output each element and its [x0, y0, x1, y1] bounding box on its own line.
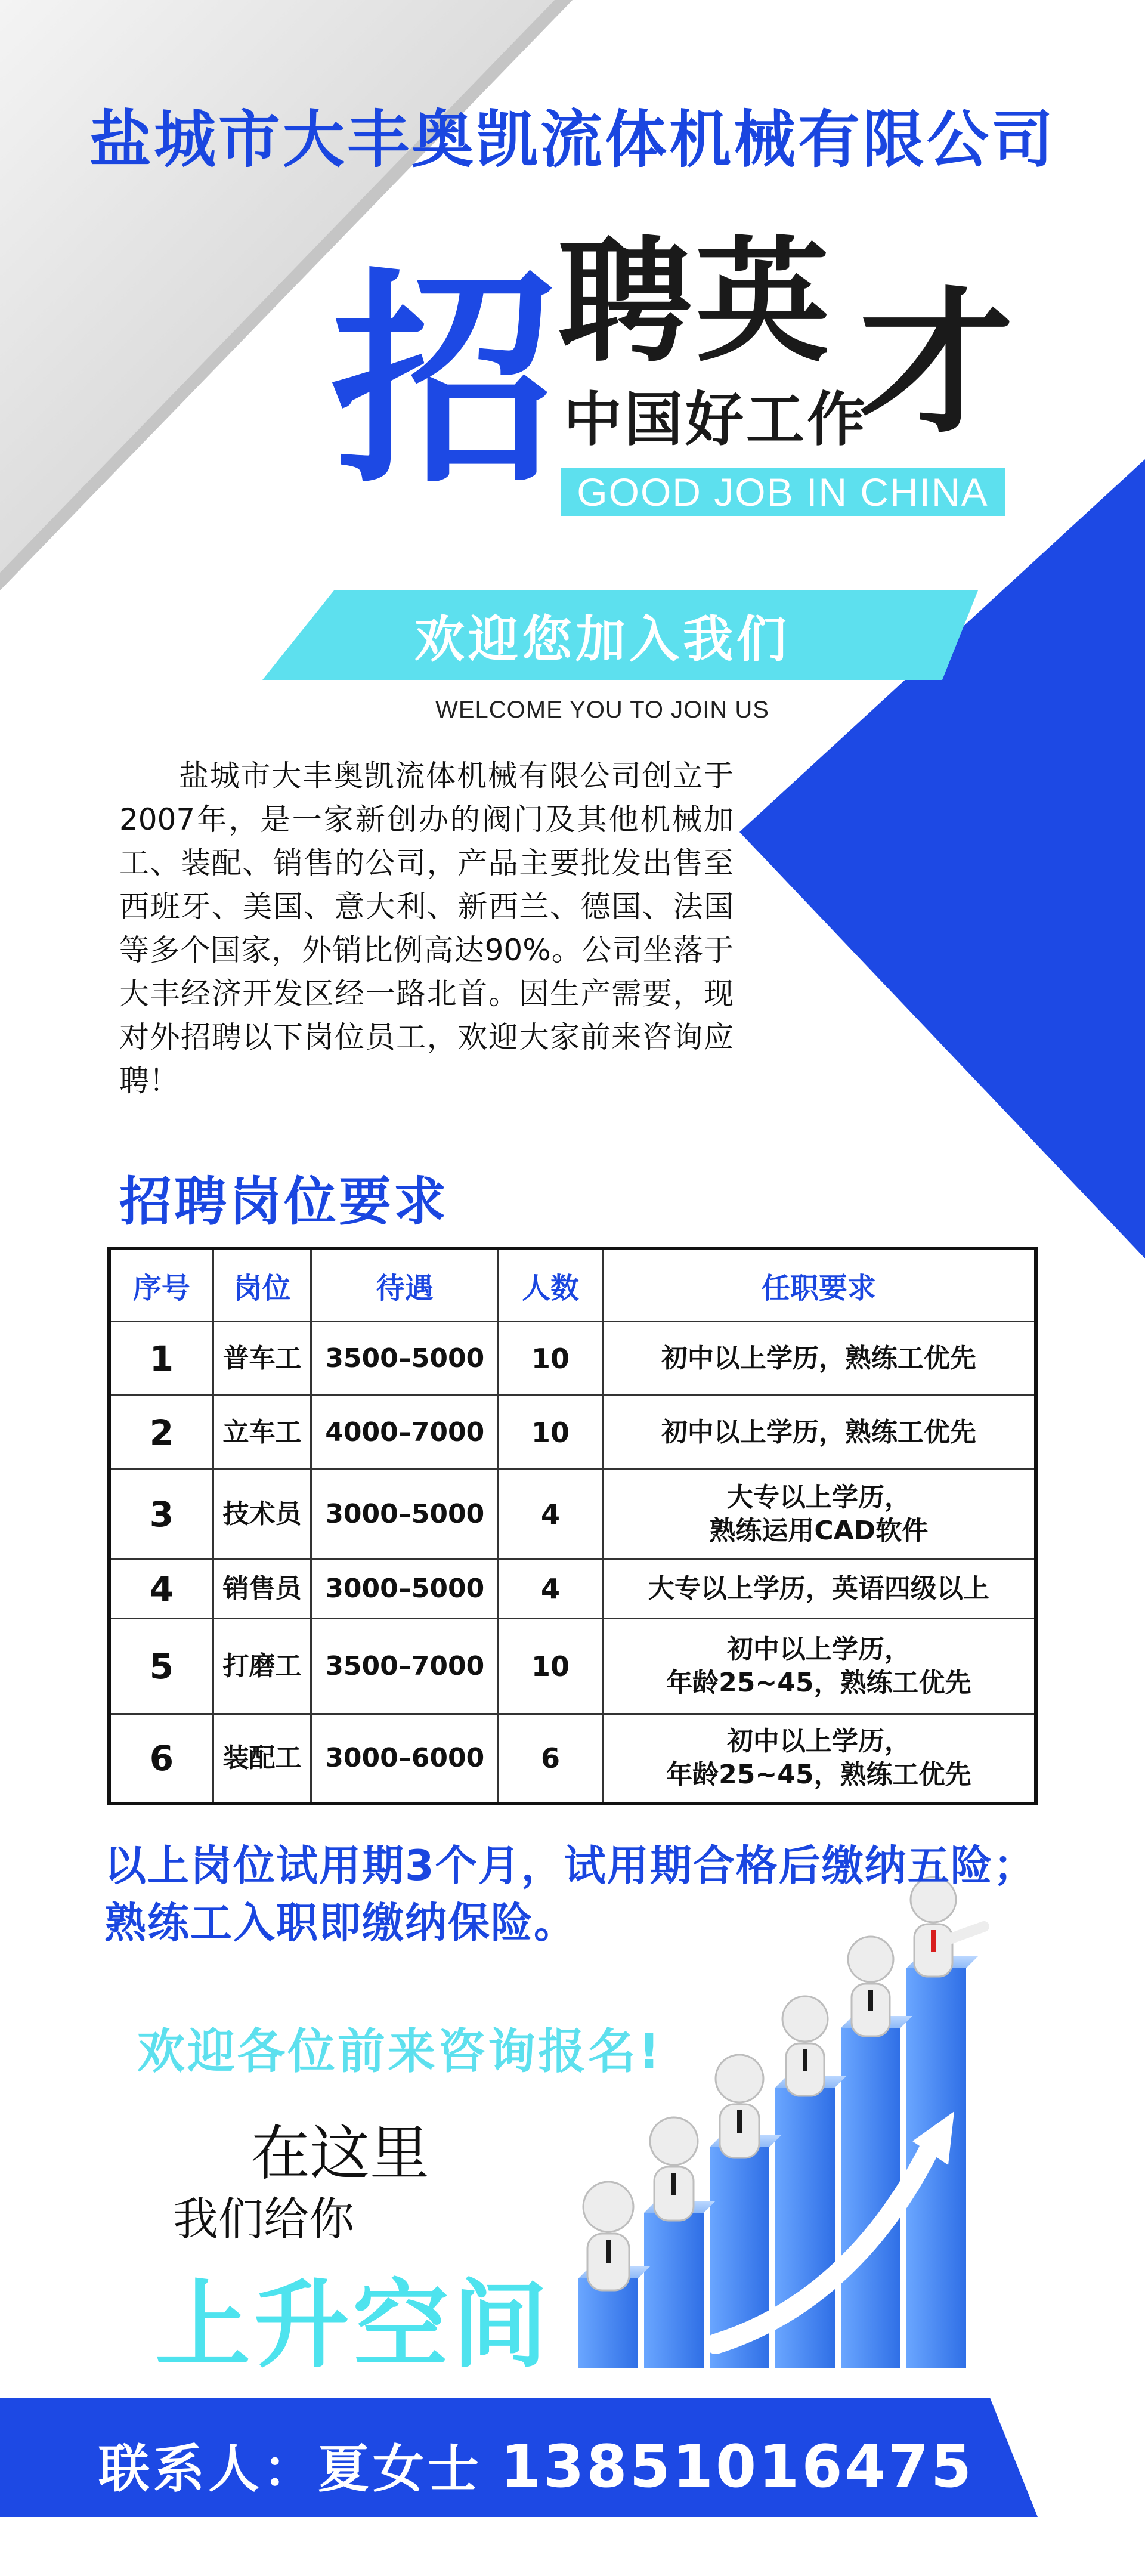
header-count: 人数: [499, 1248, 602, 1322]
row-position: 打磨工: [213, 1619, 311, 1714]
jobs-table: [107, 1247, 1038, 1805]
header-no: 序号: [109, 1248, 213, 1322]
requirement-line: 熟练运用CAD软件: [709, 1515, 929, 1546]
row-no: 6: [109, 1714, 213, 1804]
contact-info: [98, 2427, 974, 2501]
row-no: 3: [109, 1470, 213, 1559]
slogan-cn: 中国好工作: [564, 386, 868, 454]
row-position: 普车工: [213, 1322, 311, 1396]
promo-we-give: 我们给你: [173, 2192, 354, 2246]
row-salary: 3500–5000: [311, 1322, 499, 1396]
row-requirements: [602, 1714, 1036, 1804]
table-row: [109, 1619, 1036, 1714]
table-row: [109, 1714, 1036, 1804]
requirement-line: 初中以上学历，: [726, 1725, 911, 1756]
requirement-line: 初中以上学历，熟练工优先: [661, 1417, 976, 1448]
row-count: 10: [499, 1619, 602, 1714]
jobs-section-title: 招聘岗位要求: [119, 1171, 449, 1232]
row-count: 10: [499, 1322, 602, 1396]
note-line-2: 熟练工入职即缴纳保险。: [104, 1898, 577, 1947]
row-count: 6: [499, 1714, 602, 1804]
row-salary: 3000–5000: [311, 1559, 499, 1619]
table-row: [109, 1322, 1036, 1396]
probation-note: [104, 1837, 1088, 1952]
row-requirements: [602, 1396, 1036, 1470]
requirement-line: 初中以上学历，熟练工优先: [661, 1343, 976, 1374]
welcome-signup: 欢迎各位前来咨询报名!: [137, 2024, 663, 2079]
table-row: [109, 1470, 1036, 1559]
table-row: [109, 1559, 1036, 1619]
row-requirements: [602, 1619, 1036, 1714]
company-intro: 盐城市大丰奥凯流体机械有限公司创立于2007年，是一家新创办的阀门及其他机械加工、装配、销售的公司，产品主要批发出售至西班牙、美国、意大利、新西兰、德国、法国等多个国家，外销比例高达90%。公司坐落于大丰经济开发区经一路北首。因生产需要，现对外招聘以下岗位员工，欢迎大家前来咨询应聘！: [119, 759, 734, 1098]
row-position: 装配工: [213, 1714, 311, 1804]
table-row: [109, 1396, 1036, 1470]
contact-label: 联系人：夏女士: [98, 2439, 482, 2499]
promo-here: 在这里: [250, 2119, 429, 2188]
welcome-title: 欢迎您加入我们: [414, 610, 790, 669]
row-no: 5: [109, 1619, 213, 1714]
promo-rise: 上升空间: [155, 2269, 552, 2381]
headline-zhao: 招: [331, 249, 558, 514]
row-position: 立车工: [213, 1396, 311, 1470]
row-requirements: [602, 1559, 1036, 1619]
row-salary: 3500–7000: [311, 1619, 499, 1714]
headline-pin-ying: 聘英: [558, 224, 833, 381]
header-requirements: 任职要求: [602, 1248, 1036, 1322]
row-requirements: [602, 1470, 1036, 1559]
company-name: 盐城市大丰奥凯流体机械有限公司: [89, 103, 1056, 176]
header-salary: 待遇: [311, 1248, 499, 1322]
header-position: 岗位: [213, 1248, 311, 1322]
requirement-line: 大专以上学历，英语四级以上: [648, 1573, 989, 1604]
row-count: 10: [499, 1396, 602, 1470]
headline-cai: 才: [859, 274, 1014, 454]
row-position: 技术员: [213, 1470, 311, 1559]
contact-phone: 13851016475: [500, 2433, 974, 2501]
row-salary: 3000–5000: [311, 1470, 499, 1559]
slogan-en: GOOD JOB IN CHINA: [561, 468, 1005, 516]
row-count: 4: [499, 1470, 602, 1559]
requirement-line: 初中以上学历，: [726, 1634, 911, 1665]
note-line-1: 以上岗位试用期3个月，试用期合格后缴纳五险；: [104, 1841, 1036, 1890]
row-no: 4: [109, 1559, 213, 1619]
row-count: 4: [499, 1559, 602, 1619]
welcome-subtitle: WELCOME YOU TO JOIN US: [435, 697, 769, 723]
row-salary: 4000–7000: [311, 1396, 499, 1470]
blue-triangle: [739, 459, 1145, 1258]
requirement-line: 年龄25~45，熟练工优先: [666, 1759, 971, 1790]
row-salary: 3000–6000: [311, 1714, 499, 1804]
row-no: 1: [109, 1322, 213, 1396]
row-position: 销售员: [213, 1559, 311, 1619]
row-no: 2: [109, 1396, 213, 1470]
row-requirements: [602, 1322, 1036, 1396]
requirement-line: 年龄25~45，熟练工优先: [666, 1667, 971, 1698]
requirement-line: 大专以上学历，: [726, 1482, 911, 1513]
table-header-row: [109, 1248, 1036, 1322]
